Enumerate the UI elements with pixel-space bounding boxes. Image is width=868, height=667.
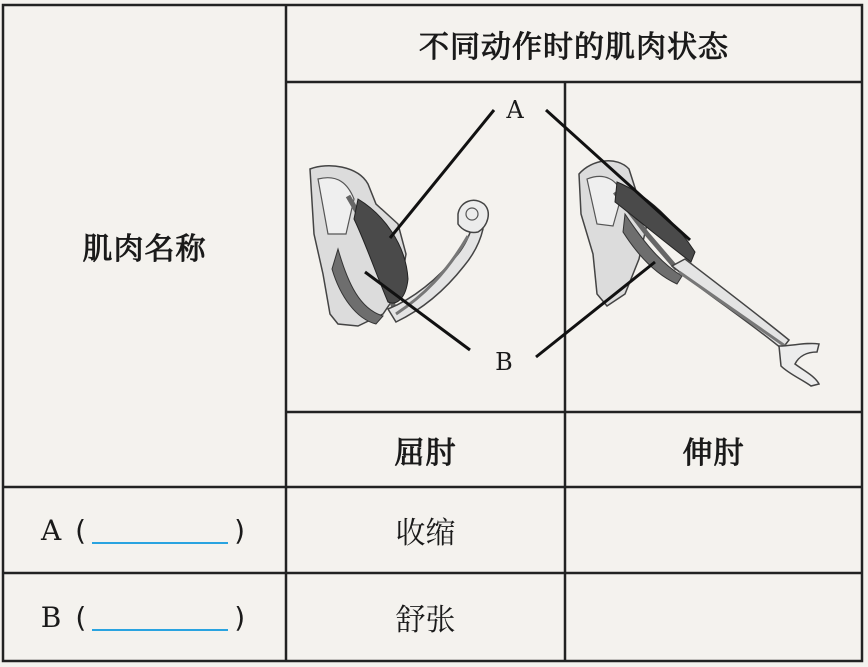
- row-b-close-paren: ): [234, 600, 246, 634]
- header-muscle-name: 肌肉名称: [82, 232, 207, 267]
- row-a-flex-state: 收缩: [395, 516, 456, 551]
- figure-label-b: B: [495, 348, 513, 376]
- header-muscle-state: 不同动作时的肌肉状态: [419, 29, 729, 65]
- row-b-extend-state[interactable]: [565, 573, 862, 661]
- row-a-close-paren: ): [234, 513, 246, 547]
- row-b-open-paren: (: [75, 600, 87, 634]
- table-row-a-label: [0, 487, 286, 573]
- row-b-answer-blank[interactable]: [92, 603, 228, 631]
- row-b-flex-state: 舒张: [395, 603, 456, 638]
- col-header-extend: 伸肘: [682, 435, 745, 471]
- col-header-flex: 屈肘: [394, 435, 457, 471]
- row-b-name: B: [40, 600, 62, 634]
- row-a-name: A: [40, 513, 62, 547]
- figure-label-a: A: [506, 96, 524, 124]
- table-row-b-label: [0, 573, 286, 661]
- row-a-extend-state[interactable]: [565, 487, 862, 573]
- row-a-answer-blank[interactable]: [92, 516, 228, 544]
- row-a-open-paren: (: [75, 513, 87, 547]
